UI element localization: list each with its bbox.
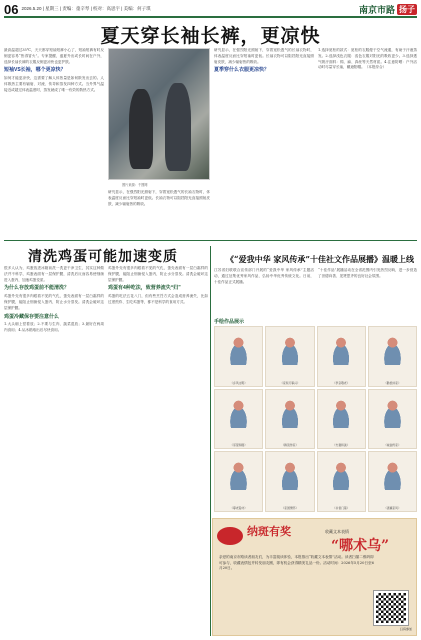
artwork-item <box>214 451 263 512</box>
article1-body-3: 1.选择宽松的款式：宽松的衣服便于空气流通，有助于汗液蒸发。2.选择浅色衣服：浅色衣服对阳光的吸收更少。3.选择透气吸汗面料：棉、麻、真丝等天然材质。4.注意防晒：户外活动时尽量穿长袖，戴遮阳帽。（本报综合） <box>318 48 417 70</box>
issue-info: 2026.5.20 | 星期三 | 责编：童辛琴 | 校对：高思宇 | 美编：何子琪 <box>21 6 151 11</box>
article3-body-1: 江苏省妇联联合宣传部门开展的“爱我中华 家风传承”主题活动，通过征集优秀家风作品，弘扬中华优秀传统文化。日前，十佳作品正式展播。 <box>214 268 314 284</box>
artwork-item <box>265 451 314 512</box>
artwork-caption: 《孝亲敬老》 <box>332 380 350 385</box>
artwork-caption: 《书香门第》 <box>332 506 350 510</box>
article2-col2 <box>108 266 208 636</box>
article1-col2 <box>108 190 210 236</box>
artwork-item <box>265 389 314 450</box>
ad-title: 纳斑有奖 <box>247 526 291 538</box>
article3-body-2: “十佳作品”展播活动在全省范围内引发热烈反响，进一步营造了崇德向善、见贤思齐的良好社会氛围。 <box>318 268 417 278</box>
ad-subtitle: 收藏文本表情 <box>325 529 349 534</box>
ad-brand: “哪术乌” <box>331 538 390 554</box>
artwork-caption: 《诚信传家》 <box>383 443 401 448</box>
newspaper-logo: 扬子 <box>399 4 415 14</box>
artwork-caption: 《家和万事兴》 <box>280 380 300 385</box>
artwork-item <box>214 326 263 387</box>
article2-intro: 很多人认为，鸡蛋放进冰箱前洗一洗更干净卫生，其实这种做法并不科学，鸡蛋表面有一层保护膜，清洗后反而容易使细菌进入蛋内，加速鸡蛋变质。 <box>4 266 104 282</box>
artwork-item <box>368 326 417 387</box>
article1-col3 <box>214 48 314 236</box>
article2-col1 <box>4 266 104 636</box>
article1-col1 <box>4 48 104 236</box>
ad-body: 亲爱的南京市路读者朋友们，为丰富阅读体验，本报推出“收藏文本表情”活动。读者扫描二维码即可参与，收藏表情包并转发朋友圈，即有机会获得精美礼品一份。活动时间：2026年5月20日至6月20日。 <box>219 555 374 571</box>
artwork-item <box>317 451 366 512</box>
masthead <box>359 3 417 16</box>
divider <box>4 240 417 241</box>
article2-body-2: 1.大头朝上竖着放；2.不要与生肉、蔬菜混放；3.最好在两周内食用；4.从冰箱取出后尽快食用。 <box>4 322 104 333</box>
artwork-item <box>368 389 417 450</box>
article2-subhead-2: 鸡蛋冷藏保存要注意什么 <box>4 313 60 320</box>
article2-body-1b: 鸡蛋外壳有很多肉眼看不见的气孔，蛋壳表面有一层白霜样的保护膜，能阻止细菌侵入蛋内，防止水分蒸发。清洗会破坏这层保护膜。 <box>108 266 208 282</box>
page-number: 06 <box>4 1 19 17</box>
promo-ad <box>212 518 417 636</box>
article2-body-1: 鸡蛋外壳有很多肉眼看不见的气孔，蛋壳表面有一层白霜样的保护膜，能阻止细菌侵入蛋内，防止水分蒸发。清洗会破坏这层保护膜。 <box>4 294 104 310</box>
article3-title: 《“爱我中华 家风传承”十佳社文作品展播》温暖上线 <box>226 254 414 264</box>
article2-subhead-1: 为什么存放鸡蛋前不能清洗？ <box>4 285 70 292</box>
article1-col4 <box>318 48 417 236</box>
qr-caption: 扫码参加 <box>399 627 412 631</box>
article2-title: 清洗鸡蛋可能加速变质 <box>28 249 178 265</box>
article1-intro: 最高温超过35℃，天天都穿短袖短裤小心了，短袖短裤有时反倒更容易“热得冒火”。专家提醒，盛夏外出或长时间在户外，选择长袖长裤的衣服反倒更凉快也更护肤。 <box>4 48 104 64</box>
artwork-caption: 《耕读传家》 <box>281 443 299 448</box>
article2-subhead-3: 鸡蛋有4种吃法，致营养流失“归” <box>108 285 181 292</box>
artwork-caption: 《乡风文明》 <box>230 380 248 385</box>
artwork-item <box>265 326 314 387</box>
page-header <box>4 2 417 18</box>
artwork-item <box>317 326 366 387</box>
artwork-caption: 《夫妻和美》 <box>332 443 350 448</box>
article1-subhead-2: 夏季穿什么衣服更凉快？ <box>214 67 270 74</box>
photo-caption: 图片来源：千图网 <box>122 183 148 187</box>
article-photo <box>108 48 210 180</box>
article1-body-2: 研究显示，在强烈阳光照射下，穿着宽松透气的长袖衣物时，体表温度反而比穿短袖时更低。长袖衣物可以阻挡阳光直接照射皮肤，减少辐射热的吸收。 <box>108 190 210 206</box>
artwork-item <box>214 389 263 450</box>
artwork-item <box>317 389 366 450</box>
badge-icon <box>217 527 243 545</box>
article1-body-1: 如何才能更凉快，这需要了解人体热量是如何散发出去的。人体散热主要有辐射、对流、传导和蒸发四种方式。当外界气温接近或超过体表温度时，蒸发就成了唯一有效的散热方式。 <box>4 76 104 92</box>
artwork-item <box>368 451 417 512</box>
qr-code-icon[interactable] <box>374 591 408 625</box>
article3-col2 <box>318 268 417 314</box>
artwork-caption: 《邻里和睦》 <box>230 443 248 448</box>
article-title: 夏天穿长袖长裤，更凉快 <box>100 25 321 47</box>
article1-subhead-1: 短袖VS长袖，哪个更凉快？ <box>4 67 66 74</box>
gallery-label: 手绘作品展示 <box>214 319 245 325</box>
artwork-caption: 《尊老爱幼》 <box>230 506 248 510</box>
article3-col1 <box>214 268 314 314</box>
section-title: 南京市路 <box>358 4 395 15</box>
article2-body-3: 鸡蛋的吃法五花八门，但有些烹饪方式会造成营养流失，比如过度煎炸、生吃鸡蛋等，都不是科学的食用方式。 <box>108 294 208 304</box>
artwork-caption: 《清廉家风》 <box>383 506 401 510</box>
artwork-gallery <box>214 326 417 512</box>
artwork-caption: 《勤俭持家》 <box>383 380 401 385</box>
article1-body-2b: 研究显示，在强烈阳光照射下，穿着宽松透气的长袖衣物时，体表温度反而比穿短袖时更低。长袖衣物可以阻挡阳光直接照射皮肤，减少辐射热的吸收。 <box>214 48 314 64</box>
artwork-caption: 《家国情怀》 <box>281 506 299 510</box>
column-divider <box>210 246 211 636</box>
